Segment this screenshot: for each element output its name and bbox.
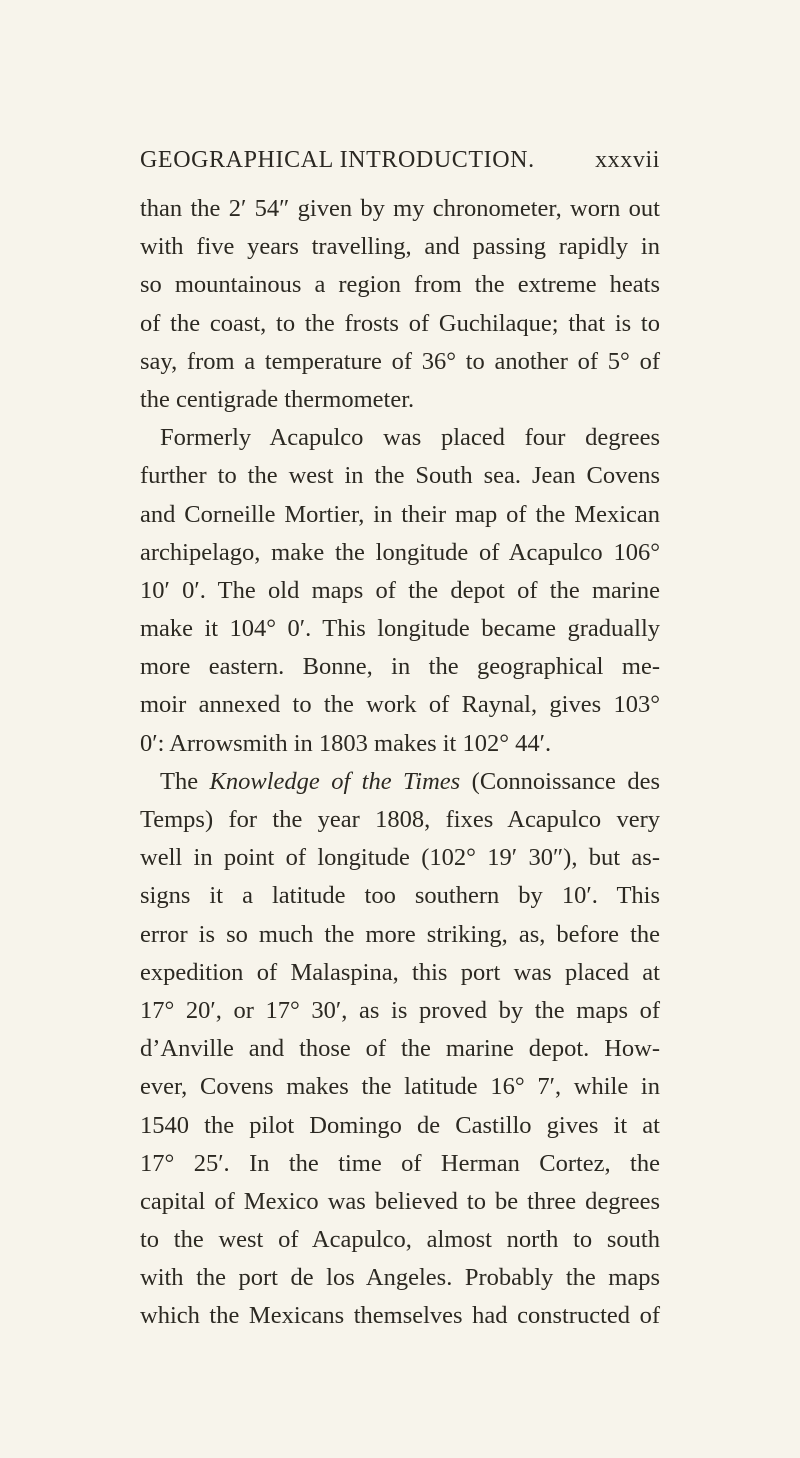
text-line: than the 2′ 54″ given by my chronometer, worn out: [140, 195, 660, 222]
text-line: error is so much the more striking, as, before the: [140, 920, 660, 948]
text-line: archipelago, make the longitude of Acapulco 106°: [140, 538, 660, 566]
text-segment: (Connoissance des: [460, 767, 660, 795]
text-line: expedition of Malaspina, this port was placed at: [140, 958, 660, 986]
page-number: xxxvii: [595, 147, 660, 173]
text-line: with five years travelling, and passing rapidly in: [140, 233, 660, 261]
running-title: GEOGRAPHICAL INTRODUCTION.: [140, 147, 535, 173]
text-line: signs it a latitude too southern by 10′. This: [140, 882, 660, 910]
text-line: with the port de los Angeles. Probably the maps: [140, 1264, 660, 1292]
text-line: well in point of longitude (102° 19′ 30″), but as-: [140, 844, 660, 872]
text-line: 10′ 0′. The old maps of the depot of the marine: [140, 576, 660, 604]
text-line: and Corneille Mortier, in their map of the Mexican: [140, 500, 660, 528]
text-line: make it 104° 0′. This longitude became gradually: [140, 615, 660, 643]
text-line: 1540 the pilot Domingo de Castillo gives it at: [140, 1111, 660, 1139]
text-line: say, from a temperature of 36° to another of 5° of: [140, 347, 660, 375]
body-text: [140, 190, 660, 1336]
text-line: so mountainous a region from the extreme heats: [140, 271, 660, 299]
text-segment: The: [160, 767, 210, 795]
text-line: further to the west in the South sea. Jean Covens: [140, 462, 660, 490]
text-line: the centigrade thermometer.: [140, 385, 415, 413]
text-line: Formerly Acapulco was placed four degrees: [160, 424, 660, 452]
text-line: to the west of Acapulco, almost north to south: [140, 1226, 660, 1254]
text-line: more eastern. Bonne, in the geographical me-: [140, 653, 660, 681]
book-title: Knowledge of the Times: [209, 767, 461, 795]
text-line: which the Mexicans themselves had constructed of: [140, 1302, 660, 1330]
text-line: 0′: Arrowsmith in 1803 makes it 102° 44′.: [140, 729, 552, 757]
text-line: 17° 20′, or 17° 30′, as is proved by the maps of: [140, 996, 660, 1024]
text-line: moir annexed to the work of Raynal, gives 103°: [140, 691, 660, 719]
text-line: capital of Mexico was believed to be three degrees: [140, 1187, 660, 1215]
text-line: 17° 25′. In the time of Herman Cortez, the: [140, 1149, 660, 1177]
text-line: of the coast, to the frosts of Guchilaque; that is to: [140, 309, 660, 337]
text-line: [140, 763, 660, 801]
text-line: Temps) for the year 1808, fixes Acapulco very: [140, 806, 660, 833]
text-line: d’Anville and those of the marine depot. How-: [140, 1035, 660, 1063]
running-header: [140, 147, 660, 183]
text-line: ever, Covens makes the latitude 16° 7′, while in: [140, 1073, 660, 1101]
